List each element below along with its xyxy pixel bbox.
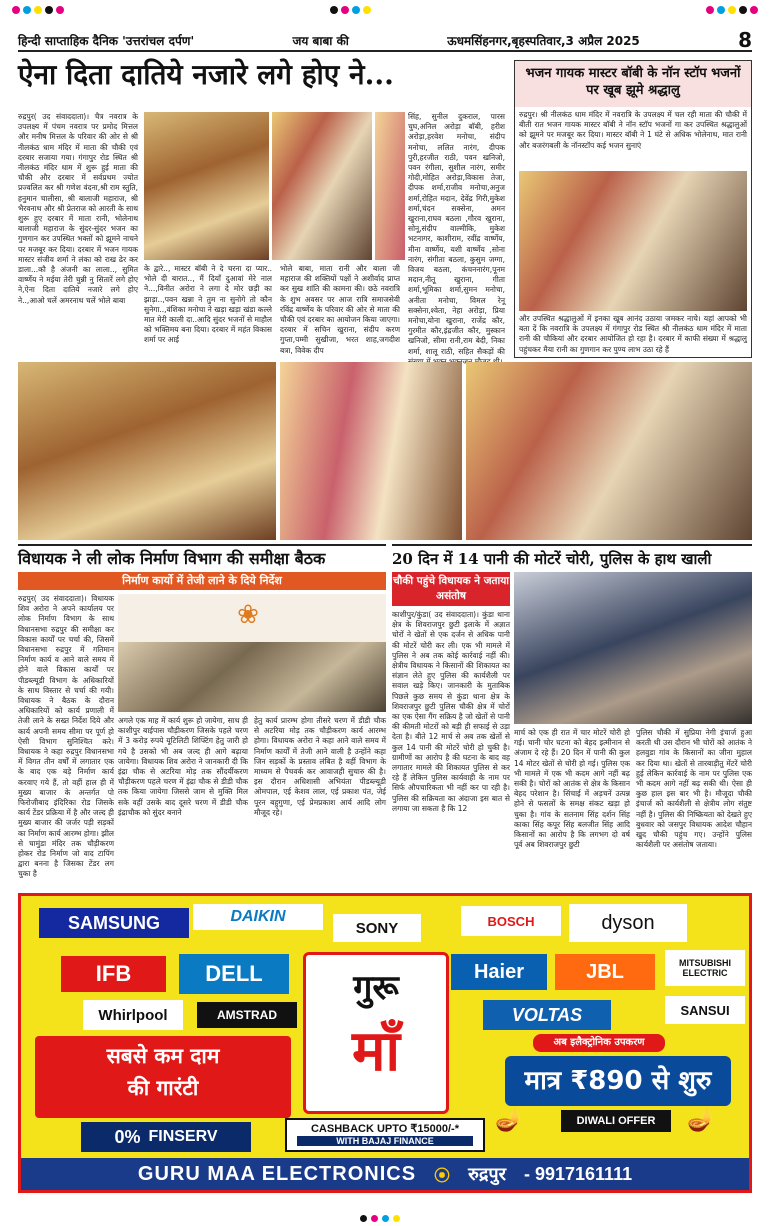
story2-intro: रुद्रपुर। श्री नीलकंठ धाम मंदिर में नवरात्रि के उपलक्ष्य में चल रही माता की चौकी में बीती रात भजन गायक मास्टर बॉबी ने नॉन स्टॉप भजनों गा कर उपस्थित श्रद्धालुओं को झूमने पर मजबूर कर दिया। मास्टर बॉबी ने 1 घंटे से अधिक भोलेनाथ, मात रानी और बजरंगबली के नॉनस्टॉप कई भजन सुनाएं [519,110,747,150]
location-pin-icon: ⦿ [434,1167,451,1185]
store-city: रुद्रपुर [468,1164,506,1184]
story3-column-3: हेतु कार्य प्रारम्भ होगा तीसरे चरण में डीडी चौक से अटरिया मोड़ तक चौड़ीकरण कार्य आरम्भ होगा। विधायक अरोरा ने कहा आने वाले समय में निर्माण कार्यों में तेजी आने वाली है उन्होंने कहा जिन सड़कों के प्रस्ताव लंबित है वहीं विभाग के माध्यम से पैचवर्क कर आवाजही सुचारु की है। इस दौरान अधिशासी अभियंता पीडब्ल्यूडी ओमपाल, एई केशव लाल, एई प्रकाश पंत, जेई पूरन बहुगुणा, एई प्रेमप्रकाश आर्य आदि लोग मौजूद रहे। [254,716,386,817]
story4-subhead: चौकी पहुंचे विधायक ने जताया असंतोष [392,572,510,606]
story2-body: और उपस्थित श्रद्धालुओं में इनका खूब आनंद उठाया जमकर नाचे। यहां आपको भी बता दें कि नवरात्रि के उपलक्ष्य में गंगापुर रोड स्थित श्री नीलकंठ धाम मंदिर में माता रानी की चौकियां और दरबार आयोजित हो रहा है। दरबार में काफी संख्या में श्रद्धालु पहुंचकर मैया रानी का गुणगान कर पुण्य लाभ उठा रहे हैं [519,314,747,354]
brand-daikin: DAIKIN [193,904,323,930]
registration-dots-left [12,6,64,14]
brand-mitsubishi: MITSUBISHI ELECTRIC [665,950,745,986]
cashback-line-1: CASHBACK UPTO ₹15000/-* [310,1123,459,1135]
brand-dyson: dyson [569,904,687,942]
slogan-box [35,1036,291,1118]
story3-column-1: रुद्रपुर( उद संवाददाता)। विधायक शिव अरोरा ने अपने कार्यालय पर लोक निर्माण विभाग के साथ विधानसभा रुद्रपुर की समीक्षा कर विकास कार्यों पर चर्चा की, जिसमें विधानसभा रुद्रपुर में गतिमान निर्माण कार्य व आने वाले समय में होने वाले विकास कार्यों पर पीडब्ल्यूडी विभाग के अधिकारियों के साथ विस्तार से चर्चा की गयी। विधायक ने बैठक के दौरान अधिकारियों को कार्य प्रणाली में तेजी लाने के सख्त निर्देश दिये और कार्य अपनी समय सीमा पर पूर्ण हो ऐसी विभाग सुनिश्चित करे। विधायक ने कहा रुद्रपुर विधानसभा में विगत तीन वर्षों में लगातार एक के बाद एक बड़े निर्माण कार्य करवाए गये हैं, तो वहीं हाल ही में मुख्य बाजार के अन्तर्गत पो फिरोजीबाद इंदिरिका रोड जिसके कार्य टेंडर प्रक्रिया में है और जल्द ही मुख्य बाजार की जर्जर पड़ी सड़कों का निर्माण कार्य आरम्भ होगा। झील से चामुंडा मंदिर तक चौड़ीकरण होकर रोड निर्माण जो वाद टापिंग द्वारा बनना है जिसका टेंडर लग चुका है [18,594,114,879]
photo-strip-1 [18,362,276,540]
brand-whirlpool: Whirlpool [83,1000,183,1030]
cashback-box [285,1118,485,1152]
electronics-advertisement [18,893,752,1193]
masthead [18,30,752,52]
story1-photo-mic [272,112,372,260]
story1-headline: ऐना दिता दातिये नजारे लगे होए ने... [18,58,394,91]
guru-maa-logo [303,952,449,1114]
photo-strip-2 [280,362,462,540]
story4-column-2: मार्च को एक ही रात में चार मोटरें चोरी हो गई। चानी चोर घटना को बेहद इत्मीनान से अंजाम दे रहे हैं। 20 दिन में पानी की कुल 14 मोटर खेतों से चोरी हो गई। पुलिस एक भी मामले में एक भी कदम आगे नहीं बढ़ सकी है। चोरों को आतंक से क्षेत्र के किसान बेहद परेशान है। सिंचाई में अड़चनें उत्पन्न होने से फसलों के समक्ष संकट खड़ा हो चुका है। गांव के सतनाम सिंह दर्शन सिंह काका सिंह कपूर सिंह बलजीत सिंह आदि किसानों का आरोप है कि लगभग दो वर्ष पूर्व अब शिवराजपुर छुटी [514,728,630,850]
story3-headline: विधायक ने ली लोक निर्माण विभाग की समीक्षा बैठक [18,544,386,570]
registration-dots-bottom [360,1215,400,1222]
story1-photo-singers [144,112,269,260]
masthead-paper-name: हिन्दी साप्ताहिक दैनिक 'उत्तरांचल दर्पण' [18,33,195,48]
registration-dots-center [330,6,371,14]
diya-icon: 🪔 [495,1108,523,1133]
offer-intro: अब इलैक्ट्रोनिक उपकरण [533,1034,665,1052]
offer-price: मात्र ₹890 से शुरु [505,1056,731,1106]
story1-column-4: सिंह, सुनील दुकराल, पारस चुघ,अनिल अरोड़ा बॉबी, हरीश अरोड़ा,हरवेश मनोचा, संदीप मनोचा, ललित नारंग, दीपक पुरी,हरजीत राठी, पवन खनिजो, पवन रंगीला, सुशील नारंग, समीर गोदी,मोहित अरोड़ा,विकास तेजा, दीपक शर्मा,राजीव मनोचा,अनुज शर्मा,रोहित मदान, देवेंद्र गिरी,मुकेश शर्मा,चंदन सक्सेना, अमन खुराना,राघव बठला ,गौरव खुराना, सोनू,संदीप वाल्मीकि, मुकेश भटनागर, काशीराम, रवींद्र वार्ष्णेय, मीना वार्ष्णेय, यशी वार्ष्णेय ,सोना नारंग, संगीता बठला, कुसुम जग्गा, विजय बठला, कंचननारंग,पूनम मदान,नीतू खुराना, गीता शर्मा,भूमिका शर्मा,सुमन मनोचा, अनीता मनोचा, विमल रेनू सक्सेना,श्वेता, नेहा अरोड़ा, प्रिया मनोचा,योना खुराना, राजेंद्र कौर, गुरमीत कौर,इंद्रजीत कौर, मुस्कान खनिजो, सीमा रानी,राम बेदी, निका शर्मा, शालू राठी, सहित सैकड़ों की [405,112,505,357]
story2-photo [519,171,747,311]
story1-column-2: के द्वारे.., मास्टर बॉबी ने दे चरना दा प्यार.. भोले दी बारात.., मैं दियाँ दुआवां मेरे नाल ने...,विनीत अरोरा ने लगा दे मोर छड़ी का झाड़ा..,पवन खन्ना ने तुम ना सुनोगे तो कौन सुनेगा..,वंशिका मनोचा ने खड़ा खड़ा खंडा कल्ले मात मेरी काली दा..आदि सुंदर भजनों से माहौल को भक्तिमय बना दिया। दरबार में महंत विकास शर्मा पर आई [144,264,272,345]
brand-voltas: VOLTAS [483,1000,611,1030]
diya-icon-right: 🪔 [687,1108,715,1133]
finserv-badge [81,1122,251,1152]
store-name: GURU MAA ELECTRONICS [137,1162,417,1185]
store-phone: - 9917161111 [523,1163,633,1184]
brand-sansui: SANSUI [665,996,745,1024]
story2-box [514,60,752,358]
registration-dots-right [706,6,758,14]
brand-sony: SONY [333,914,421,942]
slogan-line-2: की गारंटी [127,1076,199,1100]
story4-column-3: पुलिस चौकी में सुप्रिया नेगी इंचार्ज हुआ करती थी उस दौरान भी चोरों को आतंक ने हलवुडा गांव के किसानों का जीना मुहाल कर दिया था। खेतों से तारबाड़ीतु मेंटरें चोरी हुई लेकिन कार्रवाई के नाम पर पुलिस एक भी कदम आगे नहीं बढ़ सकी थी। ऐसा ही कुछ हाल इस बार भी है। मौजूदा चौकी इंचार्ज को कार्यशैली से क्षेत्रीय लोग संतुष्ट नहीं है। पुलिस की निष्क्रियता को देखते हुए बुधवार को जसपुर विधायक आदेश चौहान खुद चौकी पहुंच गए। उन्होंने पुलिस कार्यशैली पर असंतोष जताया। [636,728,752,850]
ad-footer [21,1158,749,1190]
brand-amstrad: AMSTRAD [197,1002,297,1028]
story1-column-1: रुद्रपुर( उद संवाददाता)। चैत्र नवरात्र के उपलक्ष्य में पंचम नवरात्र पर प्रमोद मित्तल और मनीष मित्तल के परिवार की ओर से श्री नीलकंठ धाम मंदिर में माता की चौकी एवं दरबार सजाया गया। गंगापुर रोड स्थित श्री नीलकंठ मंदिर धाम में शुरू हुई माता की चौकी और दरबार में सर्वप्रथम ज्योत प्रज्वलित कर श्री गणेश वंदना,श्री राम स्तुति, हनुमान चालीसा, श्री बालाजी महाराज, श्री भैरवनाथ और श्री प्रेतराज को आरती के साथ शुरू हुए दरबार में माता रानी, भोलेनाथ बालाजी महाराज के सुंदर-सुंदर भजन का गुणगान कर उपस्थित भक्तों को झूमने नाचने पर मजबूर कर दिया। दरबार में भजन गायक मास्टर संजीव शर्मा ने लंका को राख ढेर कर डाला...कौ है अंजनी का लाला.., सुमित वार्ष्णेय ने मईया तेरी चुन्नी नु सितारें लगे होए ने,ऐना दिता दातिये नजारे लगे होए ने..,आओ चलें अमरनाथ चलें भोले बाबा [18,112,138,305]
photo-strip-3 [466,362,752,540]
lotus-emblem-icon: ❀ [237,600,259,630]
page-number: 8 [738,28,752,52]
zero-percent: 0% [114,1126,141,1147]
brand-ifb: IFB [61,956,166,992]
story3-photo-meeting [118,594,386,712]
story2-headline: भजन गायक मास्टर बॉबी के नॉन स्टॉप भजनों पर खूब झूमे श्रद्धालु [515,61,751,107]
story3-subhead: निर्माण कार्यो में तेजी लाने के दिये निर्देश [18,572,386,590]
story4-column-1: काशीपुर/कुंडा( उद संवाददाता)। कुंडा थाना क्षेत्र के शिवराजपुर छुटी इलाके में अज्ञात चोरों ने खेतों से एक दर्जन से अधिक पानी की मोटरें चोरी कर ली। एक भी मामले में पुलिस ने अब तक कोई कार्रवाई नहीं की। क्षेत्रीय विधायक ने किसानों की शिकायत का संज्ञान लेते हुए पुलिस की कार्यशैली पर सवाल खड़े किए। जानकारी के मुताबिक पिछले कुछ समय से कुंडा थाना क्षेत्र के शिवराजपुर छुटी पुलिस चौकी क्षेत्र में चोरों का एक ऐसा गैंग सक्रिय है जो खेतों से पानी की कीमती मोटरों को बड़ी ही सफाई से उड़ा देता है। बीते 12 मार्च से अब तक खेतों से कुल 14 पानी की मोटरें चोरी हो चुकी है। ग्रामीणों का आरोप है की घटना के बाद वह लगातार मामले की शिकायत पुलिस से कर रहे हैं लेकिन पुलिस कार्यवाही के नाम पर सिर्फ औपचारिकता भी नहीं कर पा रही है। पुलिस की सक्रियता का अंदाजा इस बात से लगाया जा सकता है कि 12 [392,610,510,813]
brand-dell: DELL [179,954,289,994]
story1-column-3: भोले बाबा, माता रानी और बाला जी महाराज की शक्तियों पक्षों ने अशीर्वाद प्राप्त कर सुख शांति की कामना की। छठे नवरात्रि के शुभ अवसर पर आज रात्रि समाजसेवी रविंद्र वार्ष्णेय के परिवार की ओर से माता की चौकी एवं दरबार का आयोजन किया जाएगा। दरबार में सचिन खुराना, संदीप करण गुप्ता,पम्मी सुखीजा, भरत शाह,जगदीश बत्रा, विवेक दीप [280,264,400,355]
cashback-line-2: WITH BAJAJ FINANCE [297,1136,473,1146]
logo-text-top: गुरू [353,968,399,1008]
logo-text-bottom: माँ [352,1018,400,1084]
brand-samsung: SAMSUNG [39,908,189,938]
brand-jbl: JBL [555,954,655,990]
story3-column-2: अगले एक माह में कार्य शुरू हो जायेगा, साथ ही काशीपुर बाईपास चौड़ीकरण जिसके पहले चरण में 3 करोड़ रुपये यूटिलिटी शिफ्टिंग हेतु जारी हो गये है उसको भी अब जल्द ही आगे बढ़ाया जायेगा। विधायक शिव अरोरा ने जानकारी दी कि इंद्रा चौक से अटरिया मोड़ तक सौंदर्यीकरण चौड़ीकरण पहले चरण में इंद्रा चौक से डीडी चौक तक किया जायेगा जिससे जाम से मुक्ति मिल सके वहीं उसके बाद दूसरे चरण में डीडी चौक इंद्राचौक को सुंदर बनाने [118,716,248,817]
masthead-tagline: जय बाबा की [292,33,349,48]
story4-photo-police [514,572,752,724]
finserv-text: FINSERV [148,1128,218,1145]
diwali-offer: DIWALI OFFER [561,1110,671,1132]
slogan-line-1: सबसे कम दाम [106,1044,220,1068]
story4-headline: 20 दिन में 14 पानी की मोटरें चोरी, पुलिस के हाथ खाली [392,544,752,570]
brand-haier: Haier [451,954,547,990]
masthead-dateline: ऊधमसिंहनगर,बृहस्पतिवार,3 अप्रैल 2025 [447,33,640,48]
brand-bosch: BOSCH [461,906,561,936]
